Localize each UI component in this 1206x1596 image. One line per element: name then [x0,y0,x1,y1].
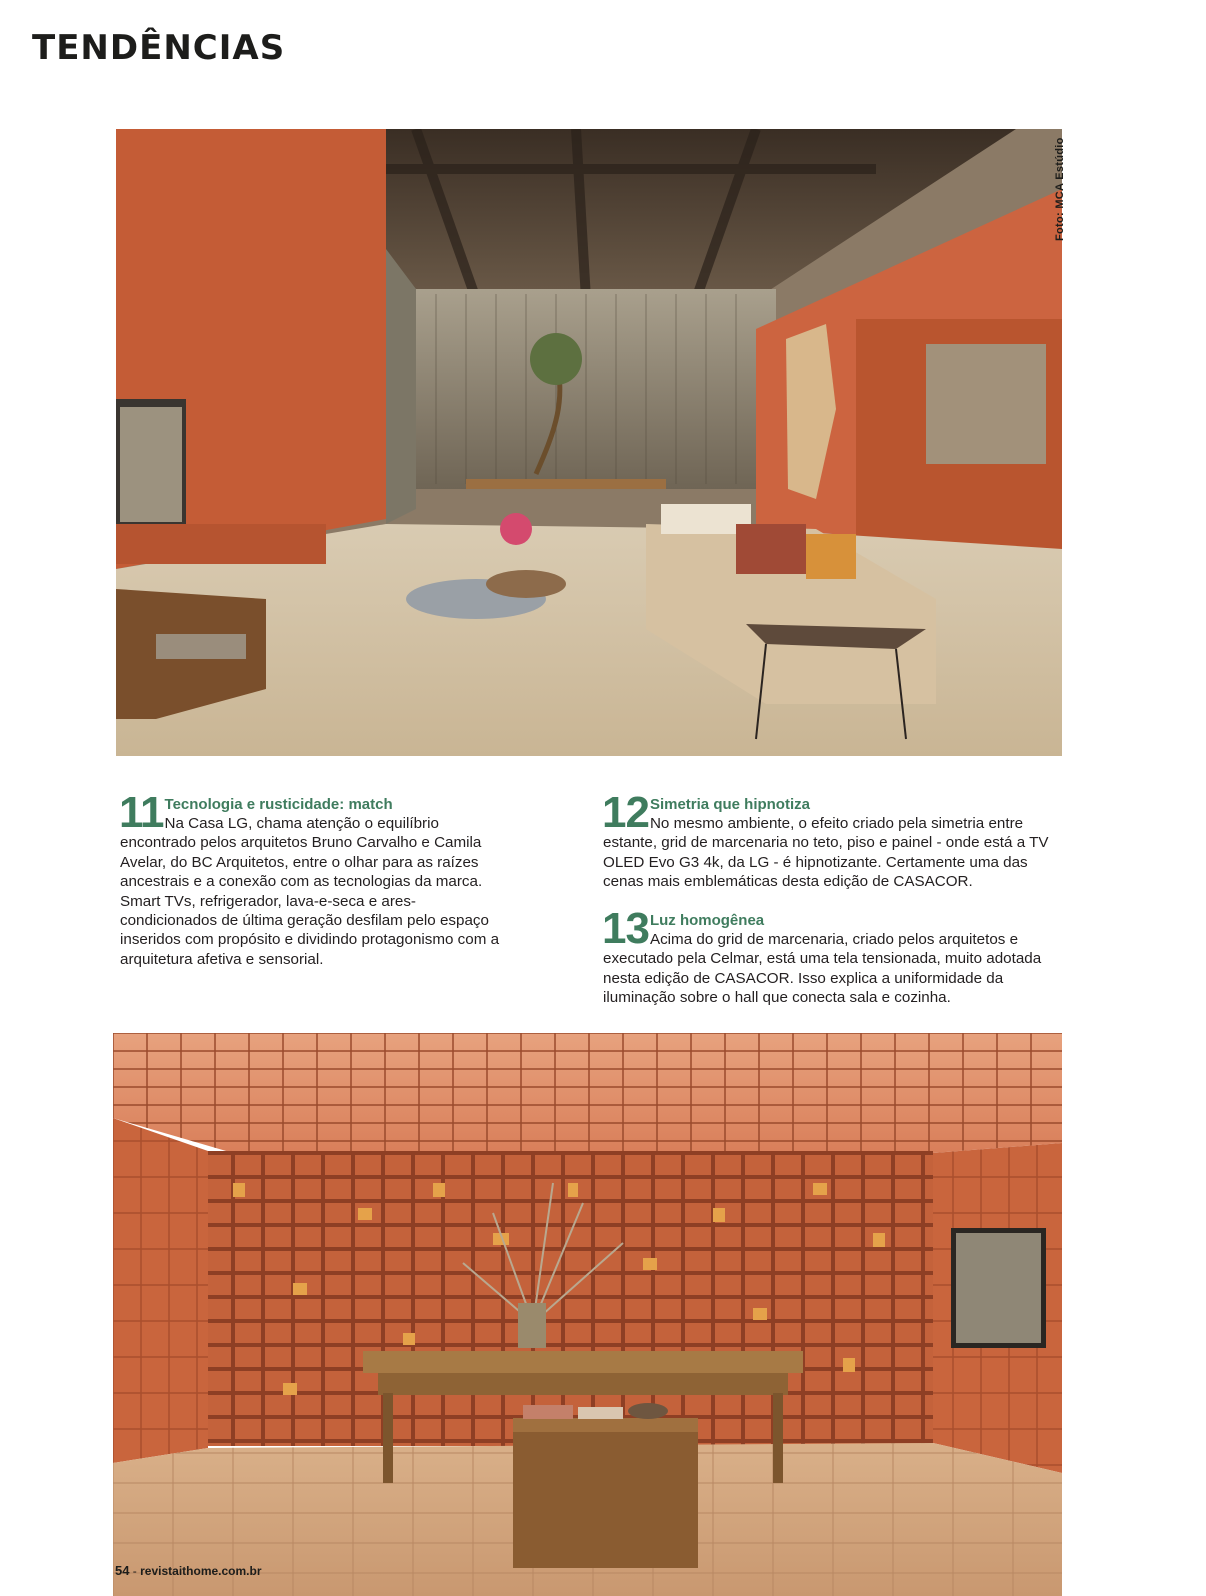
shelving-hall-photo [113,1033,1062,1596]
article-heading: Luz homogênea [649,912,765,929]
article-13 [602,904,1065,1008]
article-body: No mesmo ambiente, o efeito criado pela simetria entre estante, grid de marcenaria no teto, piso e painel - onde está a TV OLED Evo G3 4k, da LG - é hipnotizante. Certamente uma das cenas mais emblemáticas desta edição de CASACOR. [603,815,1049,891]
page-number: 54 [115,1563,130,1578]
section-title: TENDÊNCIAS [32,28,286,68]
photo-credit: Foto: MCA Estúdio [1054,137,1066,241]
article-11 [119,788,510,969]
article-12 [602,788,1063,892]
site-url: revistaithome.com.br [140,1564,262,1578]
article-number: 12 [602,788,649,837]
article-heading: Tecnologia e rusticidade: match [164,796,393,813]
article-heading: Simetria que hipnotiza [649,796,810,813]
footer-separator: - [129,1564,141,1578]
article-number: 11 [119,788,164,837]
living-room-photo [116,129,1062,756]
article-body: Acima do grid de marcenaria, criado pelos arquitetos e executado pela Celmar, está uma tela tensionada, muito adotada nesta edição de CASACOR. Isso explica a uniformidade da iluminação sobre o hall que conecta sala e cozinha. [603,931,1042,1007]
page-footer [115,1563,262,1578]
article-number: 13 [602,904,649,953]
article-body: Na Casa LG, chama atenção o equilíbrio encontrado pelos arquitetos Bruno Carvalho e Camila Avelar, do BC Arquitetos, entre o olhar para as raízes ancestrais e a conexão com as tecnologias da marca. Smart TVs, refrigerador, lava-e-seca e ares-condicionados de última geração desfilam pelo espaço inseridos com propósito e dividindo protagonismo com a arquitetura afetiva e sensorial. [120,815,500,968]
